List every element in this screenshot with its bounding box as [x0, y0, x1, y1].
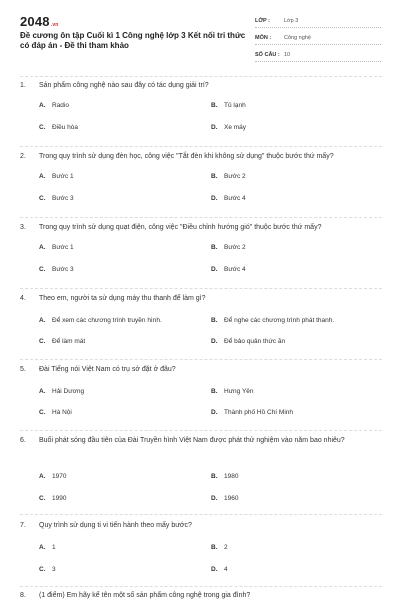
meta-row-lop	[255, 14, 381, 28]
option-letter: C.	[39, 338, 46, 345]
option-letter: D.	[211, 409, 218, 416]
option-text: Hà Nội	[52, 409, 72, 416]
document-header	[0, 0, 400, 62]
option-d[interactable]	[211, 124, 246, 131]
option-b[interactable]	[211, 173, 246, 180]
option-c[interactable]	[39, 566, 56, 573]
option-text: 1990	[52, 495, 67, 502]
question-stem: Trong quy trình sử dụng đèn học, công việc "Tắt đèn khi không sử dụng" thuộc bước thứ mấy?	[39, 153, 334, 160]
option-c[interactable]	[39, 409, 72, 416]
option-text: Để bảo quản thức ăn	[224, 338, 286, 345]
option-b[interactable]	[211, 244, 246, 251]
divider	[20, 217, 382, 218]
option-c[interactable]	[39, 195, 74, 202]
option-text: 2	[224, 544, 228, 551]
question-stem: (1 điểm) Em hãy kể tên một số sản phẩm công nghệ trong gia đình?	[39, 592, 251, 599]
option-text: Hải Dương	[52, 388, 85, 395]
divider	[20, 288, 382, 289]
option-text: Để xem các chương trình truyền hình.	[52, 317, 162, 324]
option-letter: C.	[39, 566, 46, 573]
option-text: Bước 2	[224, 173, 246, 180]
option-a[interactable]	[39, 388, 84, 395]
question-stem: Đài Tiếng nói Việt Nam có trụ sở đặt ở đâu?	[39, 366, 176, 373]
question-number: 8.	[20, 592, 26, 599]
question-number: 3.	[20, 224, 26, 231]
option-letter: B.	[211, 317, 218, 324]
question-number: 2.	[20, 153, 26, 160]
option-a[interactable]	[39, 173, 74, 180]
socau-label: SỐ CÂU :	[255, 51, 280, 58]
option-row	[20, 566, 382, 578]
option-letter: C.	[39, 124, 46, 131]
question-1	[20, 80, 382, 131]
option-letter: C.	[39, 195, 46, 202]
lop-label: LỚP :	[255, 17, 270, 24]
option-text: Bước 3	[52, 195, 74, 202]
option-row	[20, 495, 382, 507]
option-letter: B.	[211, 173, 218, 180]
meta-row-socau	[255, 48, 381, 62]
option-text: Điều hòa	[52, 124, 79, 131]
option-a[interactable]	[39, 317, 162, 324]
divider	[20, 430, 382, 431]
question-number: 1.	[20, 82, 26, 89]
option-row	[20, 173, 382, 185]
question-3	[20, 222, 382, 273]
question-6	[20, 435, 382, 502]
lop-value: Lớp 3	[284, 17, 299, 24]
option-letter: A.	[39, 102, 46, 109]
option-a[interactable]	[39, 473, 66, 480]
option-row	[20, 244, 382, 256]
option-text: Bước 2	[224, 244, 246, 251]
divider	[20, 586, 382, 587]
option-c[interactable]	[39, 266, 74, 273]
option-letter: D.	[211, 124, 218, 131]
question-text	[20, 364, 382, 375]
option-text: Bước 4	[224, 195, 246, 202]
site-logo[interactable]	[20, 14, 59, 29]
question-text	[20, 293, 382, 304]
option-d[interactable]	[211, 338, 285, 345]
logo-text: 2048	[20, 14, 50, 29]
option-row	[20, 102, 382, 114]
option-text: 1	[52, 544, 56, 551]
question-text	[20, 222, 382, 233]
question-text	[20, 80, 382, 91]
option-row	[20, 124, 382, 136]
option-letter: A.	[39, 473, 46, 480]
option-letter: D.	[211, 566, 218, 573]
option-row	[20, 544, 382, 556]
option-text: Bước 3	[52, 266, 74, 273]
mon-value: Công nghệ	[284, 34, 311, 41]
option-row	[20, 266, 382, 278]
question-number: 5.	[20, 366, 26, 373]
divider	[20, 146, 382, 147]
option-c[interactable]	[39, 338, 85, 345]
option-row	[20, 409, 382, 421]
logo-suffix: .vn	[50, 22, 59, 28]
question-number: 4.	[20, 295, 26, 302]
option-c[interactable]	[39, 495, 66, 502]
option-letter: B.	[211, 544, 218, 551]
option-text: Tủ lạnh	[224, 102, 246, 109]
option-letter: B.	[211, 102, 218, 109]
option-letter: A.	[39, 244, 46, 251]
question-5	[20, 364, 382, 416]
meta-row-mon	[255, 31, 381, 45]
option-row	[20, 338, 382, 350]
question-text	[20, 520, 382, 531]
question-2	[20, 151, 382, 202]
option-text: Để nghe các chương trình phát thanh.	[224, 317, 335, 324]
option-letter: A.	[39, 173, 46, 180]
mon-label: MÔN :	[255, 34, 272, 41]
option-text: 4	[224, 566, 228, 573]
question-number: 6.	[20, 437, 26, 444]
option-b[interactable]	[211, 388, 254, 395]
option-a[interactable]	[39, 102, 69, 109]
option-a[interactable]	[39, 544, 56, 551]
option-b[interactable]	[211, 473, 238, 480]
option-text: Bước 4	[224, 266, 246, 273]
divider	[20, 359, 382, 360]
option-letter: D.	[211, 338, 218, 345]
question-7	[20, 520, 382, 573]
option-b[interactable]	[211, 544, 228, 551]
option-text: Để làm mát	[52, 338, 86, 345]
question-text	[20, 590, 382, 601]
option-text: Xe máy	[224, 124, 247, 131]
option-row	[20, 473, 382, 485]
option-d[interactable]	[211, 195, 246, 202]
option-letter: A.	[39, 317, 46, 324]
option-text: Thành phố Hồ Chí Minh	[224, 409, 294, 416]
option-d[interactable]	[211, 566, 228, 573]
option-letter: A.	[39, 388, 46, 395]
question-stem: Quy trình sử dụng ti vi tiến hành theo mấy bước?	[39, 522, 192, 529]
option-text: Bước 1	[52, 244, 74, 251]
option-letter: B.	[211, 473, 218, 480]
question-4	[20, 293, 382, 345]
meta-box	[255, 14, 381, 65]
option-row	[20, 195, 382, 207]
option-letter: A.	[39, 544, 46, 551]
option-d[interactable]	[211, 495, 238, 502]
option-letter: C.	[39, 409, 46, 416]
question-stem: Sản phẩm công nghệ nào sau đây có tác dụng giải trí?	[39, 82, 209, 89]
option-letter: C.	[39, 266, 46, 273]
option-letter: B.	[211, 388, 218, 395]
option-text: 3	[52, 566, 56, 573]
option-letter: D.	[211, 195, 218, 202]
question-text	[20, 151, 382, 162]
option-text: 1970	[52, 473, 67, 480]
option-text: 1960	[224, 495, 239, 502]
option-b[interactable]	[211, 102, 246, 109]
option-letter: B.	[211, 244, 218, 251]
option-letter: D.	[211, 495, 218, 502]
divider	[20, 76, 382, 77]
divider	[20, 514, 382, 515]
option-letter: C.	[39, 495, 46, 502]
document-title: Đề cương ôn tập Cuối kì 1 Công nghệ lớp 3 Kết nối tri thức có đáp án - Đề thi tham khảo	[20, 31, 246, 50]
question-stem: Buổi phát sóng đầu tiên của Đài Truyền hình Việt Nam được phát thử nghiệm vào năm bao nhiêu?	[39, 437, 345, 444]
option-text: Bước 1	[52, 173, 74, 180]
question-stem: Trong quy trình sử dụng quạt điện, công việc "Điều chỉnh hướng gió" thuộc bước thứ mấy?	[39, 224, 322, 231]
question-text	[20, 435, 382, 446]
option-d[interactable]	[211, 266, 246, 273]
option-row	[20, 388, 382, 400]
option-d[interactable]	[211, 409, 293, 416]
option-row	[20, 317, 382, 329]
question-8	[20, 590, 382, 601]
option-a[interactable]	[39, 244, 74, 251]
option-b[interactable]	[211, 317, 334, 324]
socau-value: 10	[284, 51, 291, 58]
option-text: Hưng Yên	[224, 388, 254, 395]
question-stem: Theo em, người ta sử dụng máy thu thanh để làm gì?	[39, 295, 206, 302]
option-letter: D.	[211, 266, 218, 273]
option-text: 1980	[224, 473, 239, 480]
question-number: 7.	[20, 522, 26, 529]
option-text: Radio	[52, 102, 69, 109]
option-c[interactable]	[39, 124, 78, 131]
